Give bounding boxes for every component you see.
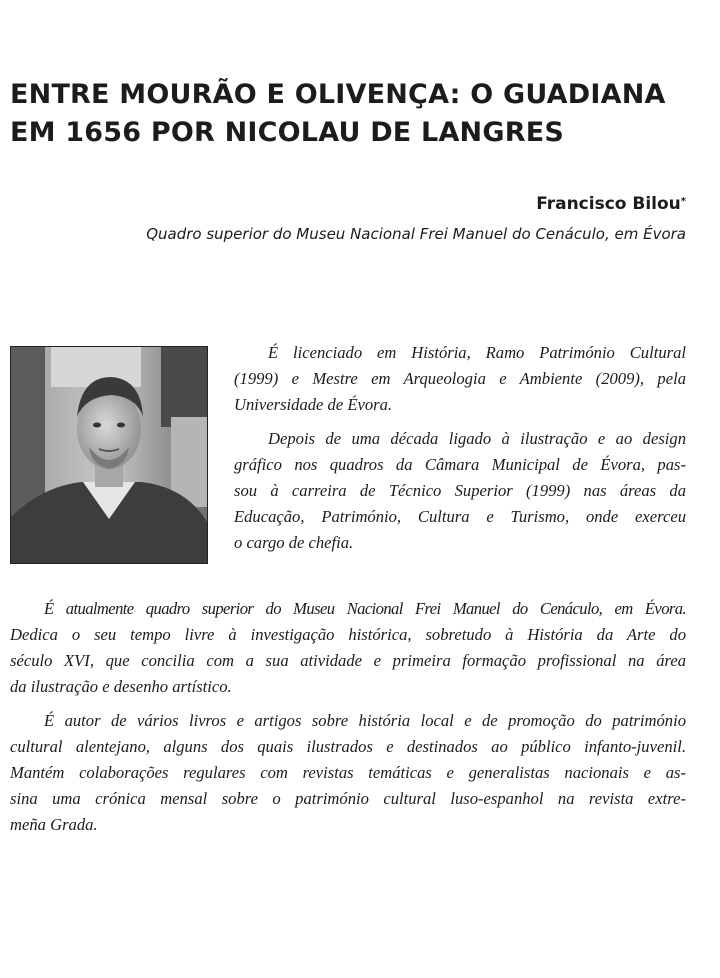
bio-paragraph-1 <box>234 340 686 418</box>
bio-line: Mantém colaborações regulares com revistas temáticas e generalistas nacionais e as- <box>10 763 686 782</box>
bio-line: É atualmente quadro superior do Museu Nacional Frei Manuel do Cenáculo, em Évora. <box>44 599 686 618</box>
author-name <box>536 192 686 216</box>
bio-paragraph-4 <box>10 708 686 838</box>
bio-line: Universidade de Évora. <box>234 395 393 414</box>
bio-paragraph-3 <box>10 596 686 700</box>
author-affiliation: Quadro superior do Museu Nacional Frei Manuel do Cenáculo, em Évora <box>146 225 686 243</box>
bio-full-text <box>10 596 686 846</box>
bio-line: Dedica o seu tempo livre à investigação histórica, sobretudo à História da Arte do <box>10 625 686 644</box>
bio-line: século XVI, que concilia com a sua atividade e primeira formação profissional na área <box>10 651 686 670</box>
bio-line: o cargo de chefia. <box>234 533 354 552</box>
bio-line: É autor de vários livros e artigos sobre história local e de promoção do património <box>44 711 686 730</box>
author-photo <box>10 346 208 564</box>
title-line-1: ENTRE MOURÃO E OLIVENÇA: O GUADIANA <box>10 79 666 110</box>
bio-paragraph-2 <box>234 426 686 556</box>
bio-side-text <box>234 340 686 564</box>
bio-line: (1999) e Mestre em Arqueologia e Ambiente (2009), pela <box>234 369 686 388</box>
author-footnote-mark: * <box>680 196 686 207</box>
bio-line: É licenciado em História, Ramo Património Cultural <box>268 343 686 362</box>
author-name-text: Francisco Bilou <box>536 194 681 214</box>
bio-line: sou à carreira de Técnico Superior (1999) nas áreas da <box>234 481 686 500</box>
title-line-2: EM 1656 POR NICOLAU DE LANGRES <box>10 117 564 148</box>
bio-line: gráfico nos quadros da Câmara Municipal de Évora, pas- <box>234 455 686 474</box>
bio-line: cultural alentejano, alguns dos quais ilustrados e destinados ao público infanto-juvenil. <box>10 737 686 756</box>
bio-line: da ilustração e desenho artístico. <box>10 677 232 696</box>
bio-line: Depois de uma década ligado à ilustração e ao design <box>268 429 686 448</box>
bio-line: Educação, Património, Cultura e Turismo, onde exerceu <box>234 507 686 526</box>
bio-line: meña Grada. <box>10 815 98 834</box>
bio-line: sina uma crónica mensal sobre o património cultural luso-espanhol na revista extre- <box>10 789 686 808</box>
article-title <box>10 76 690 152</box>
